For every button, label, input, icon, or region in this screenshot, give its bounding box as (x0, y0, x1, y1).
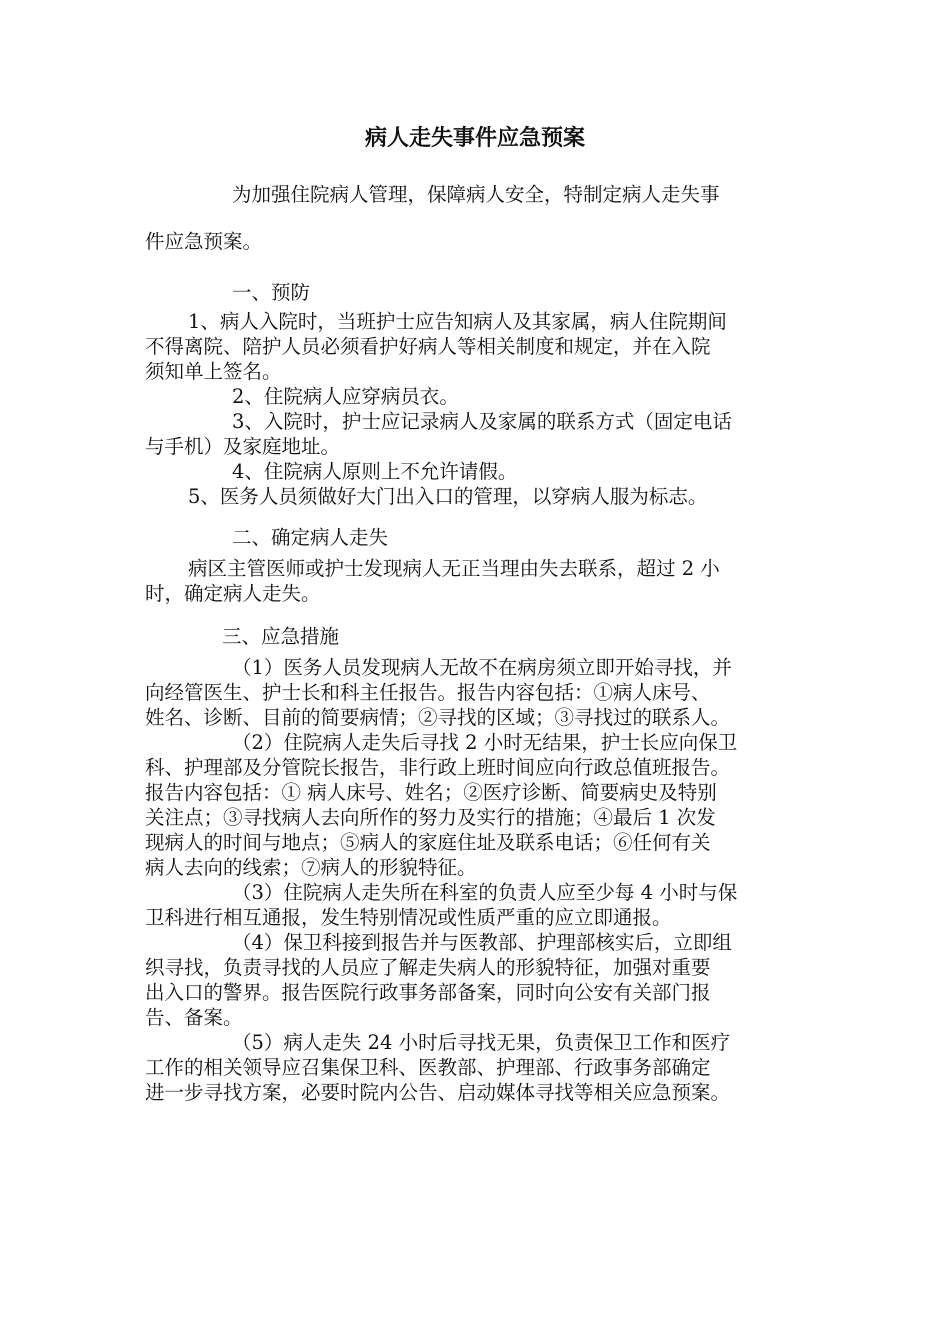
measure-2-line-6: 病人去向的线索；⑦病人的形貌特征。 (145, 856, 477, 879)
measure-3-line-1: （3）住院病人走失所在科室的负责人应至少每 4 小时与保 (232, 881, 738, 904)
measure-4-line-1: （4）保卫科接到报告并与医教部、护理部核实后，立即组 (232, 931, 732, 954)
measure-4-line-2: 织寻找，负责寻找的人员应了解走失病人的形貌特征，加强对重要 (145, 956, 711, 979)
confirm-line-2: 时，确定病人走失。 (145, 582, 321, 605)
prevention-item-1-line-1: 1、病人入院时，当班护士应告知病人及其家属，病人住院期间 (188, 310, 727, 333)
section-prevention-heading: 一、预防 (232, 281, 311, 304)
measure-1-line-3: 姓名、诊断、目前的简要病情；②寻找的区域；③寻找过的联系人。 (145, 706, 731, 729)
measure-1-line-1: （1）医务人员发现病人无故不在病房须立即开始寻找，并 (232, 656, 732, 679)
measure-2-line-4: 关注点；③寻找病人去向所作的努力及实行的措施；④最后 1 次发 (145, 806, 716, 829)
measure-2-line-2: 科、护理部及分管院长报告，非行政上班时间应向行政总值班报告。 (145, 756, 731, 779)
prevention-item-1-line-3: 须知单上签名。 (145, 360, 282, 383)
measure-5-line-2: 工作的相关领导应召集保卫科、医教部、护理部、行政事务部确定 (145, 1056, 711, 1079)
measure-5-line-3: 进一步寻找方案，必要时院内公告、启动媒体寻找等相关应急预案。 (145, 1081, 731, 1104)
section-confirm-heading: 二、确定病人走失 (232, 526, 389, 549)
prevention-item-4: 4、住院病人原则上不允许请假。 (232, 460, 518, 483)
measure-3-line-2: 卫科进行相互通报，发生特别情况或性质严重的应立即通报。 (145, 906, 672, 929)
document-title: 病人走失事件应急预案 (364, 125, 585, 151)
intro-line-2: 件应急预案。 (145, 230, 263, 253)
section-measures-heading: 三、应急措施 (222, 625, 340, 648)
measure-1-line-2: 向经管医生、护士长和科主任报告。报告内容包括：①病人床号、 (145, 681, 711, 704)
prevention-item-2: 2、住院病人应穿病员衣。 (232, 385, 459, 408)
prevention-item-3-line-2: 与手机）及家庭地址。 (145, 435, 341, 458)
intro-line-1: 为加强住院病人管理，保障病人安全，特制定病人走失事 (232, 183, 720, 206)
prevention-item-5: 5、医务人员须做好大门出入口的管理，以穿病人服为标志。 (188, 485, 708, 508)
measure-4-line-3: 出入口的警界。报告医院行政事务部备案，同时向公安有关部门报 (145, 981, 711, 1004)
measure-4-line-4: 告、备案。 (145, 1006, 243, 1029)
confirm-line-1: 病区主管医师或护士发现病人无正当理由失去联系，超过 2 小 (188, 557, 720, 580)
measure-2-line-1: （2）住院病人走失后寻找 2 小时无结果，护士长应向保卫 (232, 731, 738, 754)
prevention-item-1-line-2: 不得离院、陪护人员必须看护好病人等相关制度和规定，并在入院 (145, 335, 711, 358)
measure-2-line-5: 现病人的时间与地点；⑤病人的家庭住址及联系电话；⑥任何有关 (145, 831, 711, 854)
measure-5-line-1: （5）病人走失 24 小时后寻找无果，负责保卫工作和医疗 (232, 1031, 731, 1054)
measure-2-line-3: 报告内容包括：① 病人床号、姓名；②医疗诊断、简要病史及特别 (145, 781, 717, 804)
prevention-item-3-line-1: 3、入院时，护士应记录病人及家属的联系方式（固定电话 (232, 410, 732, 433)
